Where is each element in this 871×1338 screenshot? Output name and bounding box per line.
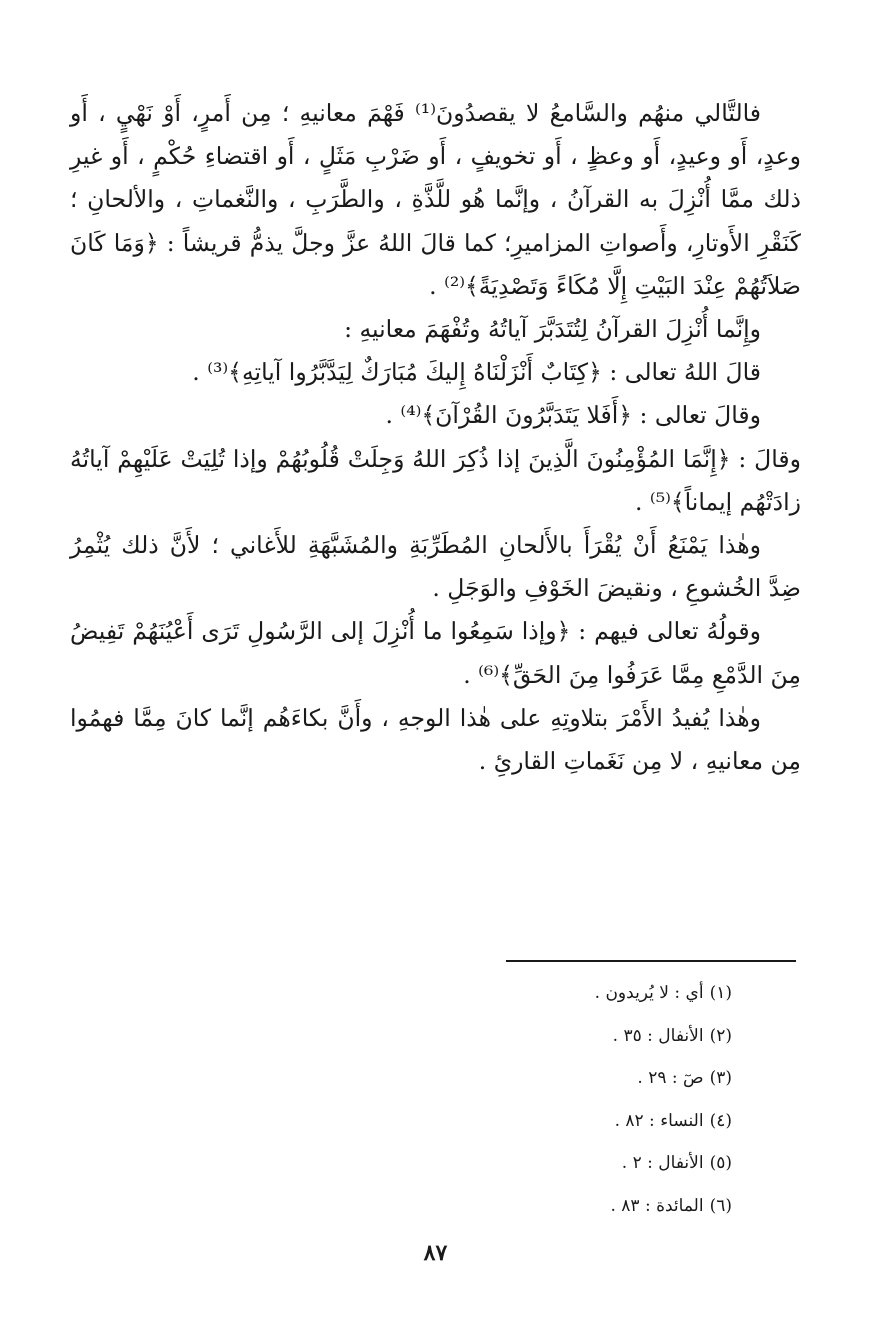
paragraph: وقولُهُ تعالى فيهم : ﴿وإذا سَمِعُوا ما أُنْزِلَ إلى الرَّسُولِ تَرَى أَعْيُنَهُمْ تَفِيضُ مِنَ الدَّمْعِ مِمَّا عَرَفُوا مِنَ الحَقِّ﴾⁽⁶⁾ .	[70, 617, 801, 689]
footnote-text: أي : لا يُريدون .	[594, 983, 704, 1003]
footnote	[320, 1185, 732, 1228]
footnote-marker: (٢)	[709, 1025, 732, 1046]
paragraph: وقالَ تعالى : ﴿أَفَلا يَتَدَبَّرُونَ القُرْآنَ﴾⁽⁴⁾ .	[385, 401, 761, 430]
footnote-text: صٓ : ٢٩ .	[637, 1068, 704, 1088]
footnote-text: المائدة : ٨٣ .	[610, 1195, 704, 1216]
main-text	[70, 92, 801, 783]
paragraph: فالتَّالي منهُم والسَّامعُ لا يقصدُونَ⁽¹⁾ فَهْمَ معانيهِ ؛ مِن أَمرٍ، أَوْ نَهْيٍ ، أَو وعدٍ، أَو وعيدٍ، أَو وعظٍ ، أَو تخويفٍ ، أَو ضَرْبِ مَثَلٍ ، أَو اقتضاءِ حُكْمٍ ، أَو غيرِ ذلك ممَّا أُنْزِلَ به القرآنُ ، وإنَّما هُو للَّذَّةِ ، والطَّرَبِ ، والنَّغماتِ ، والألحانِ ؛ كَنَقْرِ الأَوتارِ، وأَصواتِ المزاميرِ؛ كما قالَ اللهُ عزَّ وجلَّ يذمُّ قريشاً : ﴿وَمَا كَانَ صَلاَتُهُمْ عِنْدَ البَيْتِ إِلَّا مُكَاءً وَتَصْدِيَةً﴾⁽²⁾ .	[70, 99, 801, 300]
footnotes	[320, 972, 732, 1227]
footnote-marker: (٣)	[709, 1068, 732, 1088]
footnote-marker: (٦)	[709, 1195, 732, 1216]
paragraph: وإِنَّما أُنْزِلَ القرآنُ لِتُتَدَبَّرَ آياتُهُ وتُفْهَمَ معانيهِ :	[344, 315, 761, 344]
footnote-marker: (٤)	[709, 1110, 732, 1131]
footnote	[320, 972, 732, 1015]
footnote	[320, 1015, 732, 1058]
footnote	[320, 1100, 732, 1143]
footnote-text: الأنفال : ٢ .	[621, 1153, 704, 1173]
paragraph: وهٰذا يَمْنَعُ أَنْ يُقْرَأَ بالأَلحانِ المُطَرِّبَةِ والمُشَبَّهَةِ للأَغاني ؛ لأَنَّ ذلك يُثْمِرُ ضِدَّ الخُشوعِ ، ونقيضَ الخَوْفِ والوَجَلِ .	[70, 531, 801, 603]
footnote-marker: (٥)	[709, 1153, 732, 1173]
footnote-separator	[506, 960, 796, 962]
footnote	[320, 1142, 732, 1185]
paragraph: قالَ اللهُ تعالى : ﴿كِتَابٌ أَنْزَلْنَاهُ إِليكَ مُبَارَكٌ لِيَدَّبَّرُوا آياتِهِ﴾⁽³⁾ .	[192, 358, 761, 387]
paragraph: وهٰذا يُفيدُ الأَمْرَ بتلاوتِهِ على هٰذا الوجهِ ، وأَنَّ بكاءَهُم إنَّما كانَ مِمَّا فهمُوا مِن معانيهِ ، لا مِن نَغَماتِ القارئِ .	[70, 703, 801, 776]
footnote	[320, 1057, 732, 1100]
footnote-text: الأنفال : ٣٥ .	[612, 1025, 704, 1046]
footnote-text: النساء : ٨٢ .	[614, 1110, 704, 1131]
page-number: ٨٧	[423, 1240, 448, 1266]
paragraph: وقالَ : ﴿إِنَّمَا المُؤْمِنُونَ الَّذِينَ إذا ذُكِرَ اللهُ وَجِلَتْ قُلُوبُهُمْ وإذا تُلِيَتْ عَلَيْهِمْ آياتُهُ زادَتْهُم إيماناً﴾⁽⁵⁾ .	[70, 444, 801, 516]
footnote-marker: (١)	[709, 983, 732, 1003]
